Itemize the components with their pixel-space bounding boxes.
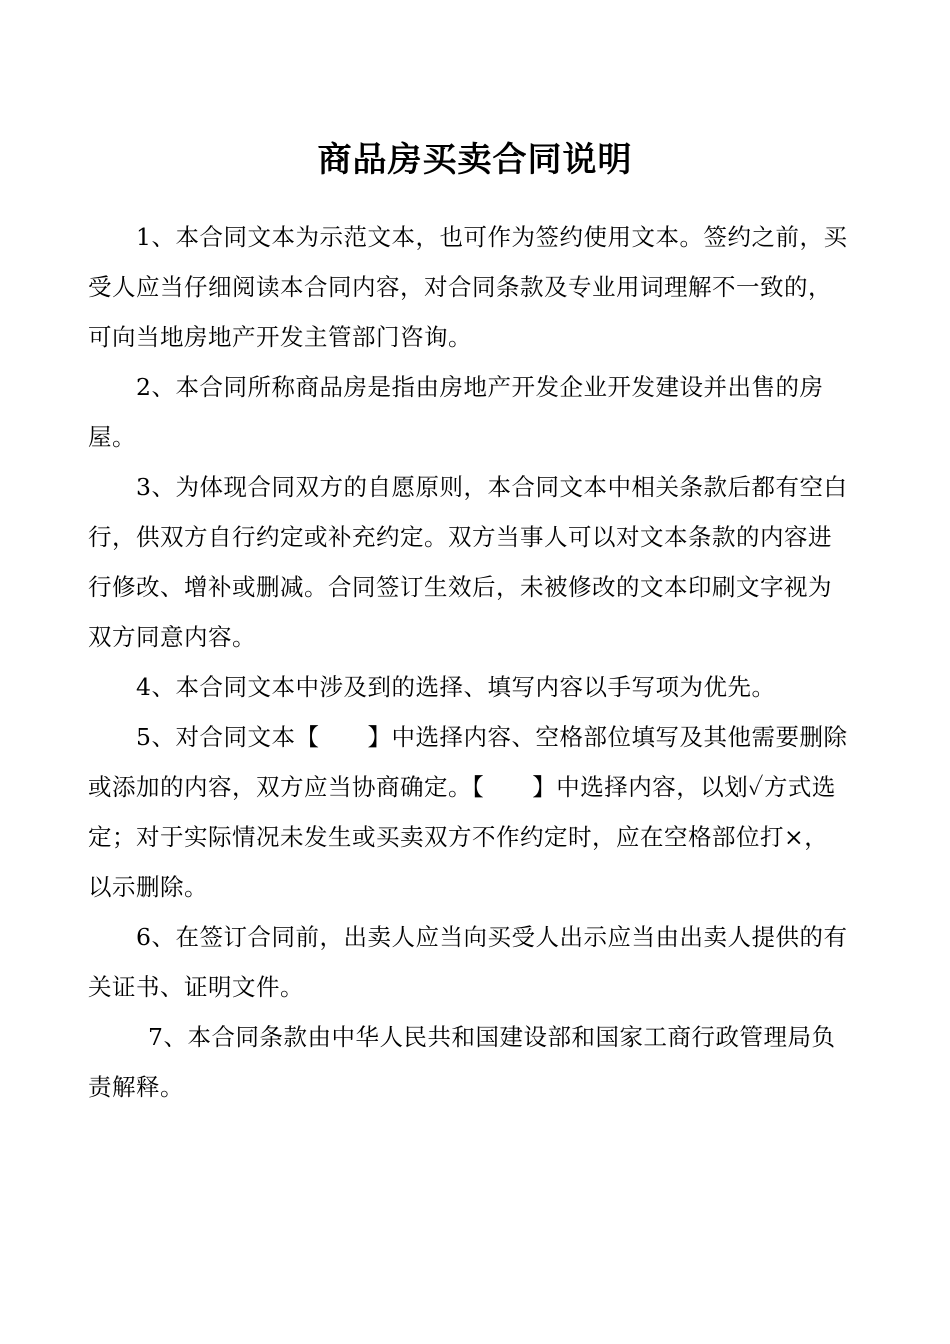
paragraph-3: 3、为体现合同双方的自愿原则，本合同文本中相关条款后都有空白行，供双方自行约定或补充约定。双方当事人可以对文本条款的内容进行修改、增补或删减。合同签订生效后，未被修改的文本印刷文字视为双方同意内容。 [88, 473, 848, 651]
paragraph-4: 4、本合同文本中涉及到的选择、填写内容以手写项为优先。 [136, 673, 776, 701]
document-body [88, 212, 848, 1112]
paragraph-5: 5、对合同文本【 】中选择内容、空格部位填写及其他需要删除或添加的内容，双方应当协商确定。【 】中选择内容，以划✓方式选定；对于实际情况未发生或买卖双方不作约定时，应在空格部位打×，以示删除。 [88, 723, 848, 901]
document-title: 商品房买卖合同说明 [317, 140, 633, 180]
paragraph-7: 7、本合同条款由中华人民共和国建设部和国家工商行政管理局负责解释。 [88, 1023, 836, 1101]
paragraph-1: 1、本合同文本为示范文本，也可作为签约使用文本。签约之前，买受人应当仔细阅读本合同内容，对合同条款及专业用词理解不一致的，可向当地房地产开发主管部门咨询。 [88, 223, 848, 351]
paragraph-2: 2、本合同所称商品房是指由房地产开发企业开发建设并出售的房屋。 [88, 373, 824, 451]
paragraph-6: 6、在签订合同前，出卖人应当向买受人出示应当由出卖人提供的有关证书、证明文件。 [88, 923, 848, 1001]
